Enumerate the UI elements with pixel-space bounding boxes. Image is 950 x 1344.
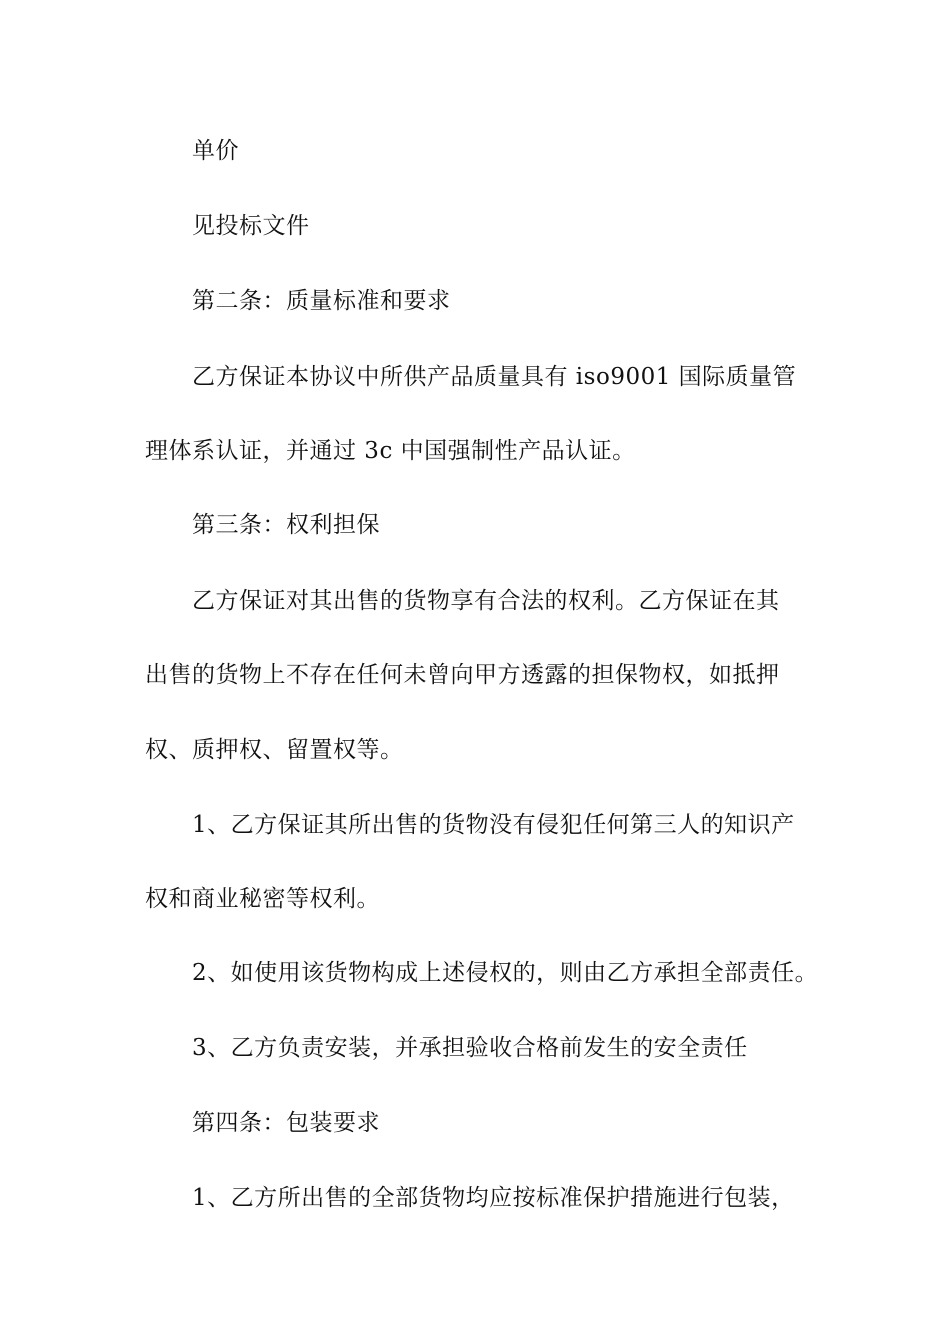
- item-1-ip-line-1: 1、乙方保证其所出售的货物没有侵犯任何第三人的知识产: [192, 812, 795, 838]
- paragraph-quality-line-2: 理体系认证，并通过 3c 中国强制性产品认证。: [145, 438, 636, 464]
- paragraph-rights-line-2: 出售的货物上不存在任何未曾向甲方透露的担保物权，如抵押: [145, 662, 780, 688]
- paragraph-rights-line-3: 权、质押权、留置权等。: [145, 737, 404, 763]
- text-see-bid-docs: 见投标文件: [192, 213, 310, 239]
- paragraph-rights-line-1: 乙方保证对其出售的货物享有合法的权利。乙方保证在其: [192, 588, 780, 614]
- heading-article-2: 第二条：质量标准和要求: [192, 288, 451, 314]
- text-unit-price: 单价: [192, 138, 239, 164]
- heading-article-3: 第三条：权利担保: [192, 512, 380, 538]
- item-3-installation: 3、乙方负责安装，并承担验收合格前发生的安全责任: [192, 1035, 748, 1061]
- item-1-packaging: 1、乙方所出售的全部货物均应按标准保护措施进行包装，: [192, 1185, 795, 1211]
- paragraph-quality-line-1: 乙方保证本协议中所供产品质量具有 iso9001 国际质量管: [192, 364, 797, 390]
- item-2-liability: 2、如使用该货物构成上述侵权的，则由乙方承担全部责任。: [192, 960, 819, 986]
- item-1-ip-line-2: 权和商业秘密等权利。: [145, 886, 380, 912]
- heading-article-4: 第四条：包装要求: [192, 1110, 380, 1136]
